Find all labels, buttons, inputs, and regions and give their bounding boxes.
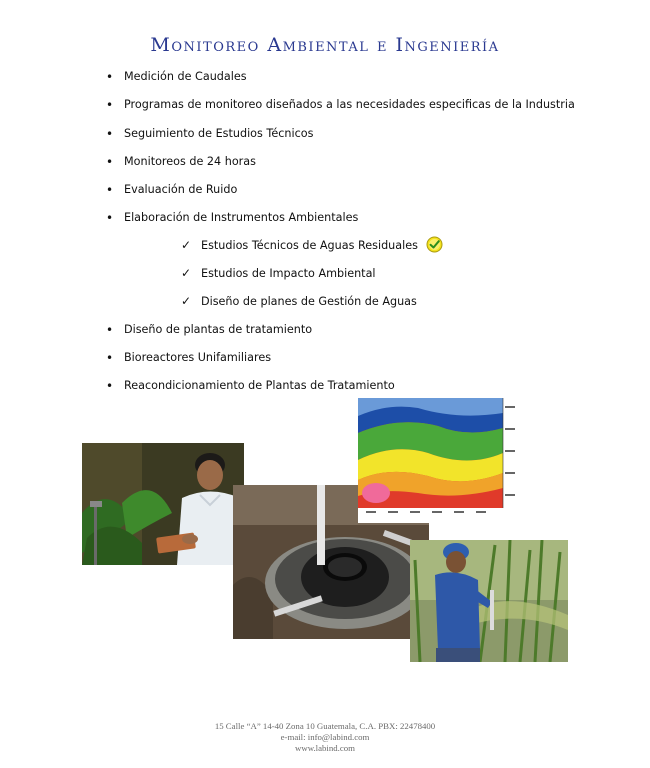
list-item-label: Medición de Caudales <box>124 70 247 83</box>
bullet-icon: • <box>106 183 114 197</box>
technician-photo <box>82 443 244 565</box>
list-item-label: Programas de monitoreo diseñados a las necesidades especificas de la Industria <box>124 98 575 111</box>
list-item-label: Elaboración de Instrumentos Ambientales <box>124 211 359 224</box>
check-badge-icon <box>426 236 443 253</box>
list-item <box>106 127 314 141</box>
list-item-label: Reacondicionamiento de Plantas de Tratamiento <box>124 379 395 392</box>
sub-list-item <box>181 294 417 309</box>
list-item-label: Seguimiento de Estudios Técnicos <box>124 127 314 140</box>
list-item <box>106 379 395 393</box>
list-item-label: Evaluación de Ruido <box>124 183 238 196</box>
list-item <box>106 70 247 84</box>
list-item <box>106 155 256 169</box>
footer <box>0 721 650 754</box>
bullet-icon: • <box>106 211 114 225</box>
sub-list-item <box>181 238 443 253</box>
footer-address: 15 Calle “A” 14-40 Zona 10 Guatemala, C.A. PBX: 22478400 <box>214 721 436 731</box>
contour-chart-image <box>358 398 518 523</box>
list-item-label: Bioreactores Unifamiliares <box>124 351 272 364</box>
bullet-icon: • <box>106 379 114 393</box>
list-item <box>106 183 238 197</box>
bullet-icon: • <box>106 70 114 84</box>
bullet-icon: • <box>106 351 114 365</box>
bullet-icon: • <box>106 98 114 112</box>
sub-list-item-label: Diseño de planes de Gestión de Aguas <box>201 295 417 308</box>
list-item <box>106 351 272 365</box>
list-item <box>106 323 313 337</box>
checkmark-icon: ✓ <box>181 266 192 280</box>
bullet-icon: • <box>106 323 114 337</box>
checkmark-icon: ✓ <box>181 238 192 252</box>
sub-list-item <box>181 266 376 281</box>
list-item <box>106 211 359 225</box>
checkmark-icon: ✓ <box>181 294 192 308</box>
list-item-label: Monitoreos de 24 horas <box>124 155 256 168</box>
sub-list-item-label: Estudios de Impacto Ambiental <box>201 267 376 280</box>
footer-email: e-mail: info@labind.com <box>280 732 370 742</box>
page-title: Monitoreo Ambiental e Ingeniería <box>150 34 500 56</box>
field-worker-photo <box>410 540 568 662</box>
bullet-icon: • <box>106 127 114 141</box>
sub-list-item-label: Estudios Técnicos de Aguas Residuales <box>201 239 418 252</box>
footer-website: www.labind.com <box>294 743 356 753</box>
list-item-label: Diseño de plantas de tratamiento <box>124 323 313 336</box>
bullet-icon: • <box>106 155 114 169</box>
list-item <box>106 98 575 112</box>
